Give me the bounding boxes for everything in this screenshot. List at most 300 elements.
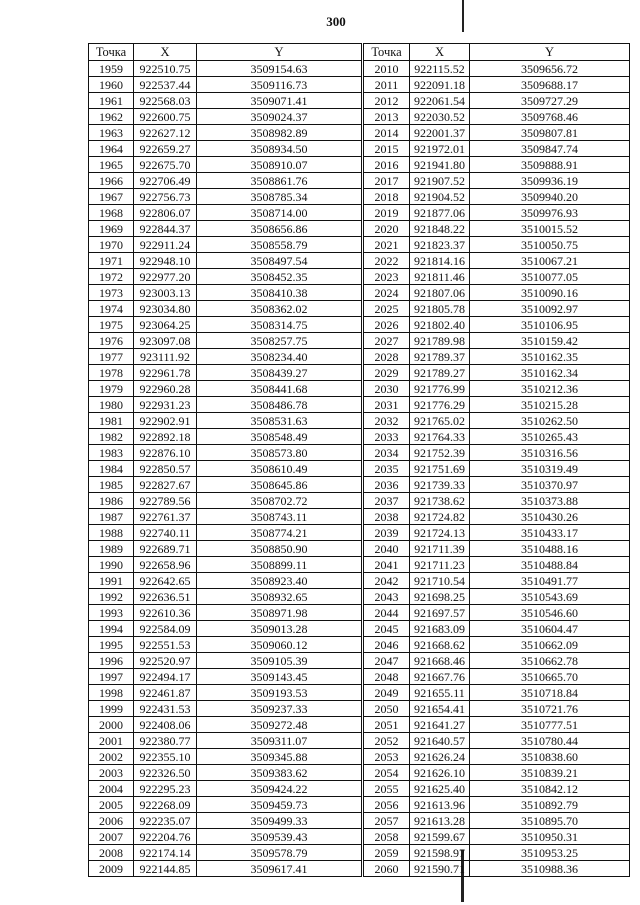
x-coordinate-cell: 922204.76 [134,829,197,845]
point-number-cell: 2039 [364,525,410,541]
table-row [364,653,630,669]
point-number-cell: 1976 [89,333,134,349]
point-number-cell: 1973 [89,285,134,301]
point-number-cell: 2057 [364,813,410,829]
x-coordinate-cell: 921724.13 [410,525,470,541]
y-coordinate-cell: 3509617.41 [197,861,362,877]
table-row [364,349,630,365]
y-coordinate-cell: 3508531.63 [197,413,362,429]
x-coordinate-cell: 921765.02 [410,413,470,429]
y-coordinate-cell: 3509116.73 [197,77,362,93]
binding-mark-top [462,0,464,32]
point-number-cell: 2029 [364,365,410,381]
table-row [364,93,630,109]
table-row [89,861,362,877]
y-coordinate-cell: 3509727.29 [470,93,630,109]
table-row [89,605,362,621]
point-number-cell: 2019 [364,205,410,221]
table-row [364,829,630,845]
table-row [89,93,362,109]
x-coordinate-cell: 922960.28 [134,381,197,397]
point-number-cell: 1971 [89,253,134,269]
header-y: Y [197,44,362,61]
y-coordinate-cell: 3510433.17 [470,525,630,541]
y-coordinate-cell: 3508702.72 [197,493,362,509]
table-row [89,573,362,589]
x-coordinate-cell: 921625.40 [410,781,470,797]
point-number-cell: 2053 [364,749,410,765]
table-row [89,141,362,157]
y-coordinate-cell: 3510780.44 [470,733,630,749]
point-number-cell: 2001 [89,733,134,749]
table-row [89,509,362,525]
point-number-cell: 2047 [364,653,410,669]
table-row [89,253,362,269]
point-number-cell: 2054 [364,765,410,781]
y-coordinate-cell: 3510838.60 [470,749,630,765]
point-number-cell: 1994 [89,621,134,637]
x-coordinate-cell: 921941.80 [410,157,470,173]
y-coordinate-cell: 3508439.27 [197,365,362,381]
x-coordinate-cell: 922675.70 [134,157,197,173]
table-row [89,301,362,317]
x-coordinate-cell: 922551.53 [134,637,197,653]
point-number-cell: 2020 [364,221,410,237]
y-coordinate-cell: 3508971.98 [197,605,362,621]
y-coordinate-cell: 3510162.35 [470,349,630,365]
y-coordinate-cell: 3508234.40 [197,349,362,365]
y-coordinate-cell: 3510662.09 [470,637,630,653]
point-number-cell: 2006 [89,813,134,829]
x-coordinate-cell: 922642.65 [134,573,197,589]
y-coordinate-cell: 3510662.78 [470,653,630,669]
x-coordinate-cell: 922892.18 [134,429,197,445]
y-coordinate-cell: 3510721.76 [470,701,630,717]
x-coordinate-cell: 922902.91 [134,413,197,429]
y-coordinate-cell: 3509154.63 [197,61,362,77]
x-coordinate-cell: 921907.52 [410,173,470,189]
y-coordinate-cell: 3510212.36 [470,381,630,397]
y-coordinate-cell: 3508923.40 [197,573,362,589]
y-coordinate-cell: 3509013.28 [197,621,362,637]
x-coordinate-cell: 922326.50 [134,765,197,781]
table-row [364,333,630,349]
point-number-cell: 2021 [364,237,410,253]
y-coordinate-cell: 3508645.86 [197,477,362,493]
table-row [89,541,362,557]
table-row [89,285,362,301]
table-row [364,397,630,413]
y-coordinate-cell: 3510488.16 [470,541,630,557]
y-coordinate-cell: 3510950.31 [470,829,630,845]
point-number-cell: 2030 [364,381,410,397]
y-coordinate-cell: 3510842.12 [470,781,630,797]
x-coordinate-cell: 922659.27 [134,141,197,157]
x-coordinate-cell: 921814.16 [410,253,470,269]
point-number-cell: 1989 [89,541,134,557]
table-row [364,77,630,93]
x-coordinate-cell: 921751.69 [410,461,470,477]
point-number-cell: 2042 [364,573,410,589]
header-point: Точка [364,44,410,61]
point-number-cell: 2060 [364,861,410,877]
point-number-cell: 1999 [89,701,134,717]
x-coordinate-cell: 922740.11 [134,525,197,541]
x-coordinate-cell: 922600.75 [134,109,197,125]
table-row [364,717,630,733]
x-coordinate-cell: 921711.39 [410,541,470,557]
point-number-cell: 2016 [364,157,410,173]
table-row [364,157,630,173]
table-row [364,413,630,429]
point-number-cell: 2038 [364,509,410,525]
point-number-cell: 1961 [89,93,134,109]
point-number-cell: 1997 [89,669,134,685]
table-row [364,125,630,141]
y-coordinate-cell: 3508452.35 [197,269,362,285]
y-coordinate-cell: 3510215.28 [470,397,630,413]
table-row [364,253,630,269]
y-coordinate-cell: 3510106.95 [470,317,630,333]
y-coordinate-cell: 3509807.81 [470,125,630,141]
point-number-cell: 2055 [364,781,410,797]
table-row [364,797,630,813]
y-coordinate-cell: 3510067.21 [470,253,630,269]
point-number-cell: 2046 [364,637,410,653]
table-row [364,541,630,557]
table-row [89,333,362,349]
point-number-cell: 1965 [89,157,134,173]
y-coordinate-cell: 3509688.17 [470,77,630,93]
y-coordinate-cell: 3509656.72 [470,61,630,77]
table-row [364,509,630,525]
y-coordinate-cell: 3509578.79 [197,845,362,861]
table-row [364,493,630,509]
point-number-cell: 1984 [89,461,134,477]
table-row [364,685,630,701]
point-number-cell: 2052 [364,733,410,749]
x-coordinate-cell: 922761.37 [134,509,197,525]
x-coordinate-cell: 921668.62 [410,637,470,653]
table-row [364,669,630,685]
y-coordinate-cell: 3510430.26 [470,509,630,525]
table-row [89,637,362,653]
table-row [89,685,362,701]
table-row [364,285,630,301]
table-row [89,237,362,253]
point-number-cell: 1991 [89,573,134,589]
y-coordinate-cell: 3510319.49 [470,461,630,477]
point-number-cell: 2048 [364,669,410,685]
y-coordinate-cell: 3510373.88 [470,493,630,509]
x-coordinate-cell: 922537.44 [134,77,197,93]
point-number-cell: 1978 [89,365,134,381]
x-coordinate-cell: 922510.75 [134,61,197,77]
point-number-cell: 2025 [364,301,410,317]
y-coordinate-cell: 3510543.69 [470,589,630,605]
x-coordinate-cell: 922001.37 [410,125,470,141]
table-row [364,701,630,717]
point-number-cell: 1969 [89,221,134,237]
y-coordinate-cell: 3509940.20 [470,189,630,205]
table-row [364,605,630,621]
x-coordinate-cell: 923111.92 [134,349,197,365]
x-coordinate-cell: 922850.57 [134,461,197,477]
table-row [89,125,362,141]
y-coordinate-cell: 3508441.68 [197,381,362,397]
point-number-cell: 1977 [89,349,134,365]
table-row [364,477,630,493]
point-number-cell: 2051 [364,717,410,733]
x-coordinate-cell: 922091.18 [410,77,470,93]
y-coordinate-cell: 3510892.79 [470,797,630,813]
table-row [89,589,362,605]
point-number-cell: 2015 [364,141,410,157]
table-row [89,365,362,381]
table-row [364,365,630,381]
table-row [364,109,630,125]
point-number-cell: 2009 [89,861,134,877]
table-row [89,317,362,333]
table-row [89,653,362,669]
table-row [89,189,362,205]
y-coordinate-cell: 3509888.91 [470,157,630,173]
point-number-cell: 1983 [89,445,134,461]
x-coordinate-cell: 921654.41 [410,701,470,717]
y-coordinate-cell: 3508486.78 [197,397,362,413]
x-coordinate-cell: 922911.24 [134,237,197,253]
x-coordinate-cell: 921776.29 [410,397,470,413]
table-row [89,717,362,733]
point-number-cell: 1982 [89,429,134,445]
y-coordinate-cell: 3510316.56 [470,445,630,461]
point-number-cell: 1964 [89,141,134,157]
point-number-cell: 2011 [364,77,410,93]
point-number-cell: 1998 [89,685,134,701]
y-coordinate-cell: 3509024.37 [197,109,362,125]
x-coordinate-cell: 921710.54 [410,573,470,589]
point-number-cell: 2035 [364,461,410,477]
x-coordinate-cell: 921697.57 [410,605,470,621]
x-coordinate-cell: 922431.53 [134,701,197,717]
x-coordinate-cell: 922380.77 [134,733,197,749]
x-coordinate-cell: 923097.08 [134,333,197,349]
point-number-cell: 2056 [364,797,410,813]
x-coordinate-cell: 921805.78 [410,301,470,317]
table-row [364,861,630,877]
x-coordinate-cell: 922295.23 [134,781,197,797]
table-row [89,669,362,685]
x-coordinate-cell: 922756.73 [134,189,197,205]
point-number-cell: 2032 [364,413,410,429]
table-row [89,749,362,765]
x-coordinate-cell: 922948.10 [134,253,197,269]
x-coordinate-cell: 922174.14 [134,845,197,861]
y-coordinate-cell: 3508934.50 [197,141,362,157]
point-number-cell: 1975 [89,317,134,333]
point-number-cell: 1963 [89,125,134,141]
point-number-cell: 1967 [89,189,134,205]
x-coordinate-cell: 922689.71 [134,541,197,557]
table-row [364,205,630,221]
x-coordinate-cell: 922961.78 [134,365,197,381]
point-number-cell: 2013 [364,109,410,125]
table-header-row [364,44,630,61]
point-number-cell: 1970 [89,237,134,253]
x-coordinate-cell: 922355.10 [134,749,197,765]
y-coordinate-cell: 3508314.75 [197,317,362,333]
x-coordinate-cell: 921739.33 [410,477,470,493]
x-coordinate-cell: 921789.27 [410,365,470,381]
point-number-cell: 2037 [364,493,410,509]
y-coordinate-cell: 3508785.34 [197,189,362,205]
table-row [89,621,362,637]
point-number-cell: 2059 [364,845,410,861]
header-x: X [410,44,470,61]
y-coordinate-cell: 3508861.76 [197,173,362,189]
point-number-cell: 2010 [364,61,410,77]
y-coordinate-cell: 3508714.00 [197,205,362,221]
header-x: X [134,44,197,61]
x-coordinate-cell: 922977.20 [134,269,197,285]
y-coordinate-cell: 3510777.51 [470,717,630,733]
y-coordinate-cell: 3509499.33 [197,813,362,829]
table-row [364,621,630,637]
table-row [89,813,362,829]
table-row [364,237,630,253]
y-coordinate-cell: 3509383.62 [197,765,362,781]
table-row [89,525,362,541]
table-row [89,61,362,77]
table-row [89,797,362,813]
y-coordinate-cell: 3508743.11 [197,509,362,525]
x-coordinate-cell: 921904.52 [410,189,470,205]
y-coordinate-cell: 3510265.43 [470,429,630,445]
table-row [89,77,362,93]
point-number-cell: 2000 [89,717,134,733]
table-row [364,461,630,477]
y-coordinate-cell: 3509060.12 [197,637,362,653]
table-row [89,701,362,717]
x-coordinate-cell: 921683.09 [410,621,470,637]
y-coordinate-cell: 3510491.77 [470,573,630,589]
table-row [89,221,362,237]
y-coordinate-cell: 3509071.41 [197,93,362,109]
y-coordinate-cell: 3510953.25 [470,845,630,861]
table-header-row [89,44,362,61]
x-coordinate-cell: 922876.10 [134,445,197,461]
point-number-cell: 2012 [364,93,410,109]
x-coordinate-cell: 922636.51 [134,589,197,605]
point-number-cell: 2036 [364,477,410,493]
table-row [364,221,630,237]
x-coordinate-cell: 921776.99 [410,381,470,397]
x-coordinate-cell: 921613.28 [410,813,470,829]
y-coordinate-cell: 3508850.90 [197,541,362,557]
point-number-cell: 1995 [89,637,134,653]
y-coordinate-cell: 3509976.93 [470,205,630,221]
table-row [364,813,630,829]
y-coordinate-cell: 3510077.05 [470,269,630,285]
table-row [89,429,362,445]
y-coordinate-cell: 3509105.39 [197,653,362,669]
x-coordinate-cell: 922844.37 [134,221,197,237]
x-coordinate-cell: 923003.13 [134,285,197,301]
point-number-cell: 1959 [89,61,134,77]
y-coordinate-cell: 3510488.84 [470,557,630,573]
x-coordinate-cell: 922268.09 [134,797,197,813]
y-coordinate-cell: 3510090.16 [470,285,630,301]
point-number-cell: 1960 [89,77,134,93]
x-coordinate-cell: 922806.07 [134,205,197,221]
x-coordinate-cell: 922789.56 [134,493,197,509]
point-number-cell: 2028 [364,349,410,365]
x-coordinate-cell: 921848.22 [410,221,470,237]
x-coordinate-cell: 922115.52 [410,61,470,77]
y-coordinate-cell: 3510546.60 [470,605,630,621]
point-number-cell: 1985 [89,477,134,493]
table-row [89,349,362,365]
y-coordinate-cell: 3510162.34 [470,365,630,381]
x-coordinate-cell: 921668.46 [410,653,470,669]
y-coordinate-cell: 3510050.75 [470,237,630,253]
table-row [364,749,630,765]
point-number-cell: 1979 [89,381,134,397]
x-coordinate-cell: 922144.85 [134,861,197,877]
point-number-cell: 2014 [364,125,410,141]
y-coordinate-cell: 3509143.45 [197,669,362,685]
x-coordinate-cell: 922610.36 [134,605,197,621]
table-row [364,381,630,397]
table-row [364,445,630,461]
x-coordinate-cell: 921877.06 [410,205,470,221]
y-coordinate-cell: 3508573.80 [197,445,362,461]
y-coordinate-cell: 3508774.21 [197,525,362,541]
x-coordinate-cell: 923034.80 [134,301,197,317]
x-coordinate-cell: 921752.39 [410,445,470,461]
table-row [364,429,630,445]
y-coordinate-cell: 3508548.49 [197,429,362,445]
x-coordinate-cell: 921711.23 [410,557,470,573]
point-number-cell: 2007 [89,829,134,845]
y-coordinate-cell: 3509272.48 [197,717,362,733]
x-coordinate-cell: 921613.96 [410,797,470,813]
point-number-cell: 1988 [89,525,134,541]
table-row [89,397,362,413]
x-coordinate-cell: 922627.12 [134,125,197,141]
table-row [364,173,630,189]
y-coordinate-cell: 3509237.33 [197,701,362,717]
page-number: 300 [326,14,346,29]
y-coordinate-cell: 3508982.89 [197,125,362,141]
point-number-cell: 1996 [89,653,134,669]
table-row [364,781,630,797]
x-coordinate-cell: 921655.11 [410,685,470,701]
point-number-cell: 2022 [364,253,410,269]
y-coordinate-cell: 3510718.84 [470,685,630,701]
y-coordinate-cell: 3508899.11 [197,557,362,573]
point-number-cell: 2004 [89,781,134,797]
y-coordinate-cell: 3508558.79 [197,237,362,253]
y-coordinate-cell: 3508610.49 [197,461,362,477]
table-row [364,61,630,77]
point-number-cell: 1966 [89,173,134,189]
y-coordinate-cell: 3510895.70 [470,813,630,829]
x-coordinate-cell: 921698.25 [410,589,470,605]
x-coordinate-cell: 922706.49 [134,173,197,189]
y-coordinate-cell: 3509345.88 [197,749,362,765]
x-coordinate-cell: 921802.40 [410,317,470,333]
